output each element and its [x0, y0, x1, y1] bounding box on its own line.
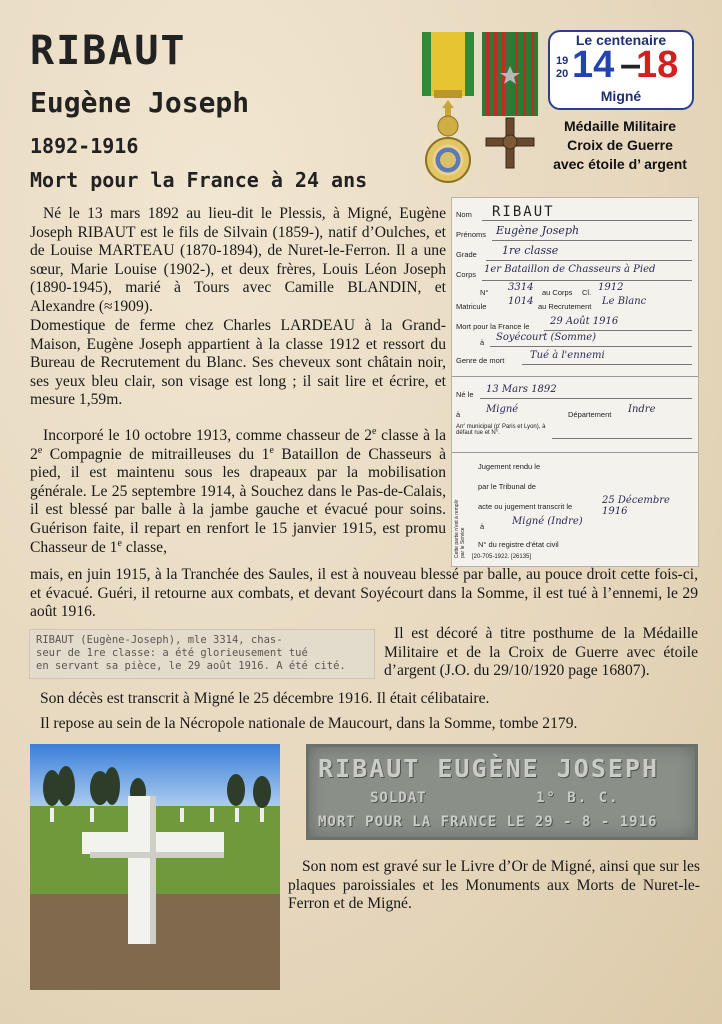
- fiche-footer-code: [20-705-1922. [26135]: [472, 554, 532, 560]
- fiche-no-label: N°: [480, 288, 489, 297]
- fiche-corps-label: Corps: [456, 270, 477, 279]
- fiche-acte-label: acte ou jugement transcrit le: [478, 502, 573, 511]
- fiche-ne-a-value: Migné: [486, 404, 519, 415]
- fiche-grade-value: 1re classe: [502, 244, 559, 257]
- logo-18: 18: [636, 44, 679, 86]
- fiche-arr-label: Arr' municipal (p' Paris et Lyon), à défaut rue et N°.: [456, 424, 546, 436]
- death-transcription-paragraph: Son décès est transcrit à Migné le 25 décembre 1916. Il était célibataire.: [40, 690, 490, 707]
- fiche-mort-label: Mort pour la France le: [456, 322, 530, 331]
- medal-caption-line-1: Médaille Militaire: [563, 118, 677, 134]
- fiche-dept-value: Indre: [628, 404, 656, 415]
- burial-paragraph: Il repose au sein de la Nécropole nationale de Maucourt, dans la Somme, tombe 2179.: [40, 715, 578, 732]
- fiche-recrutement-label: au Recrutement: [538, 302, 592, 311]
- medal-caption-line-2: Croix de Guerre: [567, 137, 673, 153]
- medals-caption: [540, 117, 700, 174]
- logo-14: 14: [572, 44, 615, 86]
- fiche-no-value: 3314: [508, 282, 534, 293]
- soldier-surname: RIBAUT: [30, 28, 187, 74]
- fiche-ne-label: Né le: [456, 390, 474, 399]
- fiche-recrutement-value: Le Blanc: [602, 296, 647, 307]
- logo-title: Le centenaire: [575, 32, 667, 48]
- fiche-nom-value: RIBAUT: [492, 204, 555, 220]
- fiche-acte-a-label: à: [480, 522, 485, 531]
- death-record-card: [452, 198, 698, 566]
- cemetery-photo: [30, 744, 280, 990]
- fiche-tribunal-label: par le Tribunal de: [478, 482, 536, 491]
- military-paragraph-continued: mais, en juin 1915, à la Tranchée des Saules, il est à nouveau blessé par balle, au pouce droit cette fois-ci, et évacué. Guéri, il retourne aux combats, et devant Soyécourt dans la Somme, il est tué à l’ennemi, le 29 août 1916.: [30, 566, 698, 621]
- livre-dor-paragraph: Son nom est gravé sur le Livre d’Or de Migné, ainsi que sur les plaques paroissiales et les Monuments aux Morts de Nuret-le-Ferron et de Migné.: [288, 858, 700, 913]
- fiche-ne-value: 13 Mars 1892: [486, 384, 557, 395]
- fiche-acte-value: 25 Décembre 1916: [602, 495, 670, 517]
- fiche-a-label: à: [480, 338, 485, 347]
- logo-town: Migné: [600, 88, 642, 104]
- fiche-jugement-label: Jugement rendu le: [478, 462, 541, 471]
- fiche-nom-label: Nom: [456, 210, 472, 219]
- fiche-cl-label: Cl.: [582, 288, 592, 297]
- clip-line-2: seur de 1re classe: a été glorieusement tué: [36, 647, 308, 659]
- fiche-au-corps: au Corps: [542, 288, 573, 297]
- plaque-line-4: MORT POUR LA FRANCE LE 29 - 8 - 1916: [318, 814, 658, 830]
- fiche-cl-value: 1912: [598, 282, 624, 293]
- fiche-acte-a-value: Migné (Indre): [512, 516, 583, 527]
- plaque-line-1: RIBAUT EUGÈNE JOSEPH: [318, 754, 660, 783]
- fiche-matricule-value: 1014: [508, 296, 534, 307]
- croix-de-guerre-image: [480, 30, 540, 180]
- fiche-lieu-value: Soyécourt (Somme): [496, 332, 597, 343]
- clip-line-3: en servant sa pièce, le 29 août 1916. A été cité.: [36, 660, 346, 672]
- plaque-line-2: SOLDAT: [370, 790, 427, 806]
- fiche-prenoms-value: Eugène Joseph: [496, 224, 580, 237]
- fiche-corps-value: 1er Bataillon de Chasseurs à Pied: [484, 264, 656, 275]
- birth-paragraph: Né le 13 mars 1892 au lieu-dit le Plessis, à Migné, Eugène Joseph RIBAUT est le fils de Silvain (1859-), natif d’Oulches, et de Louise MARTEAU (1870-1894), de Nuret-le-Ferron. Il a une sœur, Marie Louise (1902-), et deux frères, Louis Léon Joseph (1890-1945), marié à Tours avec Camille BLANDIN, et Alexandre (≈1909).: [30, 205, 446, 315]
- fiche-grade-label: Grade: [456, 250, 477, 259]
- fiche-registre-label: N° du registre d'état civil: [478, 540, 559, 549]
- death-subtitle: Mort pour la France à 24 ans: [30, 168, 368, 192]
- plaque-line-3: 1° B. C.: [536, 790, 620, 806]
- newspaper-clipping: [30, 630, 374, 678]
- fiche-mort-value: 29 Août 1916: [550, 316, 619, 327]
- life-dates: 1892-1916: [30, 134, 139, 158]
- fiche-matricule-label: Matricule: [456, 302, 487, 311]
- memorial-plaque: [306, 744, 698, 840]
- fiche-dept-label: Département: [568, 410, 612, 419]
- medal-caption-line-3: avec étoile d’ argent: [553, 156, 687, 172]
- fiche-genre-label: Genre de mort: [456, 356, 505, 365]
- logo-year-prefix-bottom: 20: [556, 68, 569, 80]
- occupation-paragraph: Domestique de ferme chez Charles LARDEAU à la Grand-Maison, Eugène Joseph appartient à la classe 1912 et ressort du Bureau de Recrutement du Blanc. Ses cheveux sont châtain noir, ses yeux bleu clair, son visage est long ; il sait lire et écrire, et mesure 1,59m.: [30, 317, 446, 409]
- logo-year-prefix-top: 19: [556, 55, 569, 67]
- clip-line-1: RIBAUT (Eugène-Joseph), mle 3314, chas-: [36, 634, 283, 646]
- fiche-ne-a-label: à: [456, 410, 461, 419]
- fiche-genre-value: Tué à l'ennemi: [530, 350, 605, 361]
- soldier-first-names: Eugène Joseph: [30, 86, 250, 119]
- logo-dash: –: [620, 44, 642, 86]
- fiche-side-label: Cette partie n'est à remplir par le Service: [454, 499, 466, 558]
- decoration-paragraph: Il est décoré à titre posthume de la Médaille Militaire et de la Croix de Guerre avec étoile d’argent (J.O. du 29/10/1920 page 16807).: [384, 625, 698, 680]
- fiche-prenoms-label: Prénoms: [456, 230, 487, 239]
- military-paragraph: Incorporé le 10 octobre 1913, comme chasseur de 2e classe à la 2e Compagnie de mitrailleuses du 1e Bataillon de Chasseurs à pied, il est maintenu sous les drapeaux par la mobilisation générale. Le 25 septembre 1914, à Souchez dans le Pas-de-Calais, il est blessé par balle à la jambe gauche et évacué pour soins. Guérison faite, il repart en renfort le 15 janvier 1915, est promu Chasseur de 1e classe,: [30, 425, 446, 556]
- medaille-militaire-image: [420, 30, 476, 190]
- centenaire-logo: [548, 30, 694, 110]
